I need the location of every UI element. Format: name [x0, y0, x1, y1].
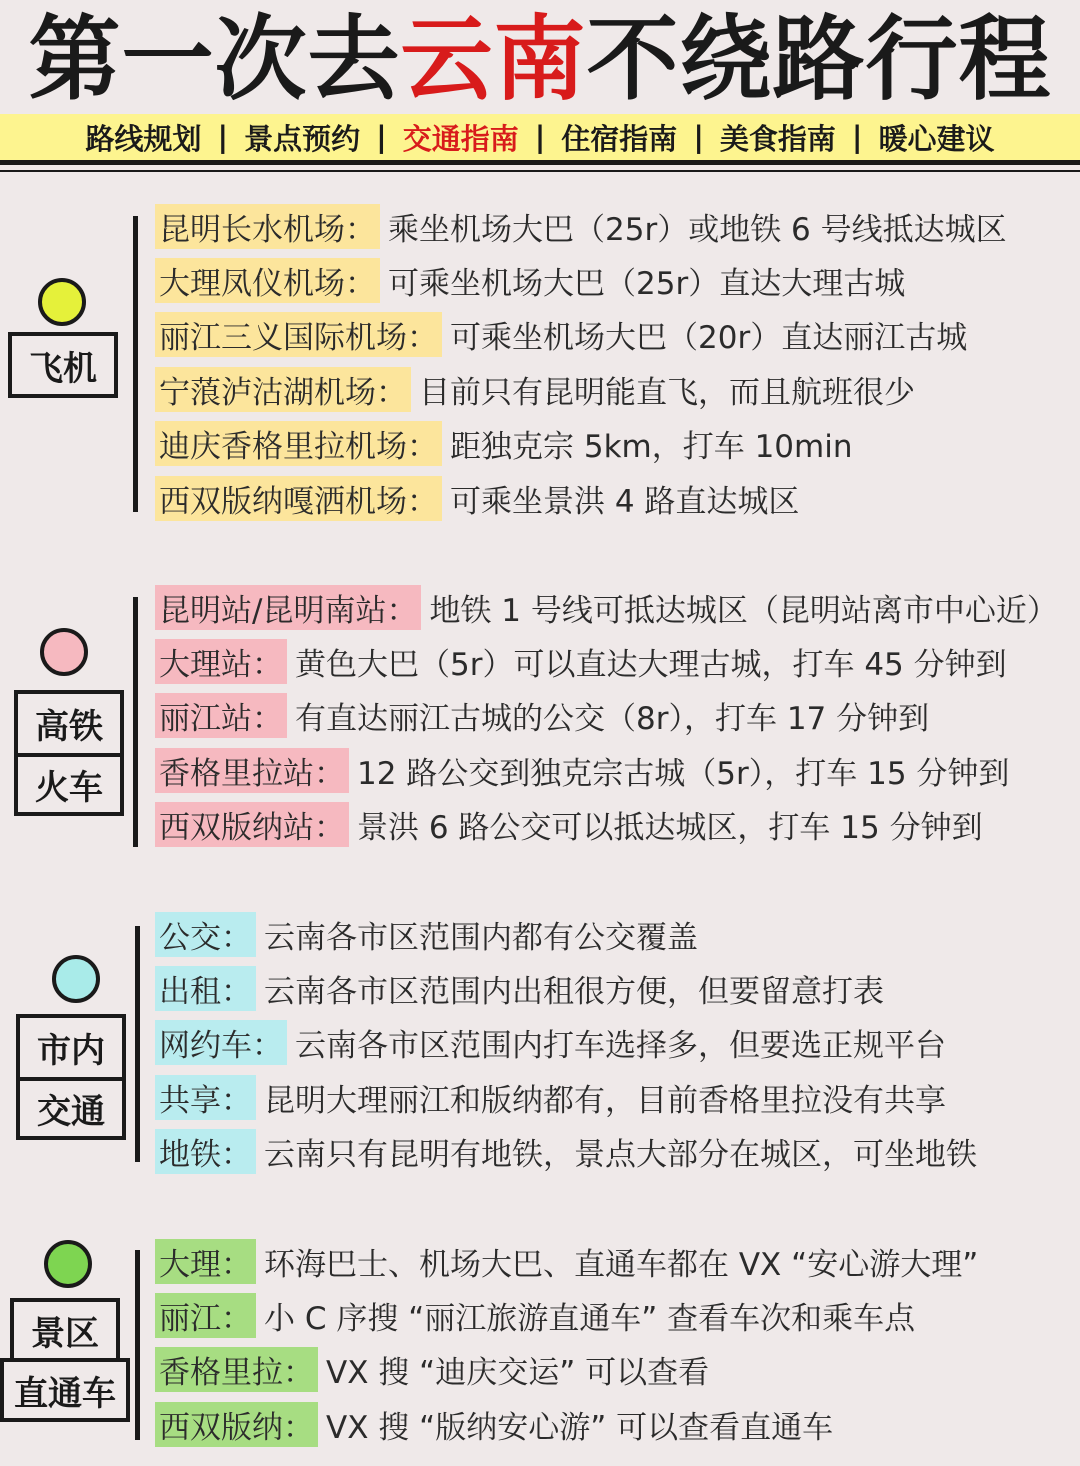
list-item: 丽江站： 有直达丽江古城的公交（8r），打车 17 分钟到	[155, 689, 1058, 743]
nav-item-transport: 交通指南	[402, 121, 519, 156]
tag-scenic	[10, 1298, 120, 1362]
list-item: 大理站： 黄色大巴（5r）可以直达大理古城，打车 45 分钟到	[155, 634, 1058, 688]
list-item: 昆明长水机场： 乘坐机场大巴（25r）或地铁 6 号线抵达城区	[155, 199, 1007, 253]
page-title	[0, 6, 1080, 114]
tag-city	[16, 1014, 126, 1140]
title-part2: 不绕路行程	[586, 6, 1052, 113]
nav-separator: |	[376, 120, 387, 154]
plane-list	[155, 199, 1007, 525]
nav-item-tips: 暖心建议	[878, 121, 995, 156]
yellow-circle-icon	[38, 278, 86, 326]
nav-item-lodging: 住宿指南	[561, 121, 678, 156]
list-item: 西双版纳嘎洒机场： 可乘坐景洪 4 路直达城区	[155, 471, 1007, 525]
list-item: 大理： 环海巴士、机场大巴、直通车都在 VX “安心游大理”	[155, 1234, 978, 1288]
tag-scenic-2	[0, 1358, 130, 1422]
list-item: 迪庆香格里拉机场： 距独克宗 5km，打车 10min	[155, 417, 1007, 471]
nav-item-food: 美食指南	[719, 121, 836, 156]
tag-plane	[8, 332, 118, 398]
list-item: 香格里拉站： 12 路公交到独克宗古城（5r），打车 15 分钟到	[155, 743, 1058, 797]
title-highlight: 云南	[400, 6, 587, 113]
list-item: 丽江三义国际机场： 可乘坐机场大巴（20r）直达丽江古城	[155, 308, 1007, 362]
list-item: 丽江： 小 C 序搜 “丽江旅游直通车” 查看车次和乘车点	[155, 1288, 978, 1342]
green-circle-icon	[44, 1240, 92, 1288]
scenic-list	[155, 1234, 978, 1452]
list-item: 昆明站/昆明南站： 地铁 1 号线可抵达城区（昆明站离市中心近）	[155, 580, 1058, 634]
list-item: 西双版纳： VX 搜 “版纳安心游” 可以查看直通车	[155, 1397, 978, 1451]
tag-scenic-label-2: 直通车	[14, 1373, 116, 1414]
list-item: 网约车： 云南各市区范围内打车选择多，但要选正规平台	[155, 1016, 977, 1070]
tag-train-label-1: 高铁	[35, 707, 103, 747]
list-item: 大理凤仪机场： 可乘坐机场大巴（25r）直达大理古城	[155, 253, 1007, 307]
nav-item-tickets: 景点预约	[244, 121, 361, 156]
section-plane-line	[133, 216, 138, 512]
tag-scenic-label-1: 景区	[31, 1313, 99, 1354]
header-divider	[0, 170, 1080, 172]
list-item: 共享： 昆明大理丽江和版纳都有，目前香格里拉没有共享	[155, 1070, 977, 1124]
section-city-line	[135, 926, 140, 1162]
cyan-circle-icon	[52, 955, 100, 1003]
category-nav	[0, 114, 1080, 165]
list-item: 香格里拉： VX 搜 “迪庆交运” 可以查看	[155, 1343, 978, 1397]
nav-separator: |	[693, 120, 704, 154]
tag-city-label-2: 交通	[20, 1077, 122, 1136]
nav-item-route: 路线规划	[85, 121, 202, 156]
nav-separator: |	[851, 120, 863, 154]
list-item: 出租： 云南各市区范围内出租很方便，但要留意打表	[155, 961, 977, 1015]
title-part1: 第一次去	[28, 6, 401, 113]
tag-train	[14, 690, 124, 816]
nav-separator: |	[534, 120, 546, 154]
list-item: 宁蒗泸沽湖机场： 目前只有昆明能直飞，而且航班很少	[155, 362, 1007, 416]
nav-separator: |	[217, 120, 229, 154]
city-list	[155, 907, 977, 1179]
list-item: 西双版纳站： 景洪 6 路公交可以抵达城区，打车 15 分钟到	[155, 798, 1058, 852]
list-item: 地铁： 云南只有昆明有地铁，景点大部分在城区，可坐地铁	[155, 1125, 977, 1179]
tag-city-label-1: 市内	[37, 1031, 105, 1071]
tag-train-label-2: 火车	[18, 753, 120, 812]
section-train-line	[133, 597, 138, 847]
pink-circle-icon	[40, 628, 88, 676]
list-item: 公交： 云南各市区范围内都有公交覆盖	[155, 907, 977, 961]
train-list	[155, 580, 1058, 852]
tag-plane-label: 飞机	[29, 348, 97, 389]
section-scenic-line	[135, 1250, 140, 1440]
